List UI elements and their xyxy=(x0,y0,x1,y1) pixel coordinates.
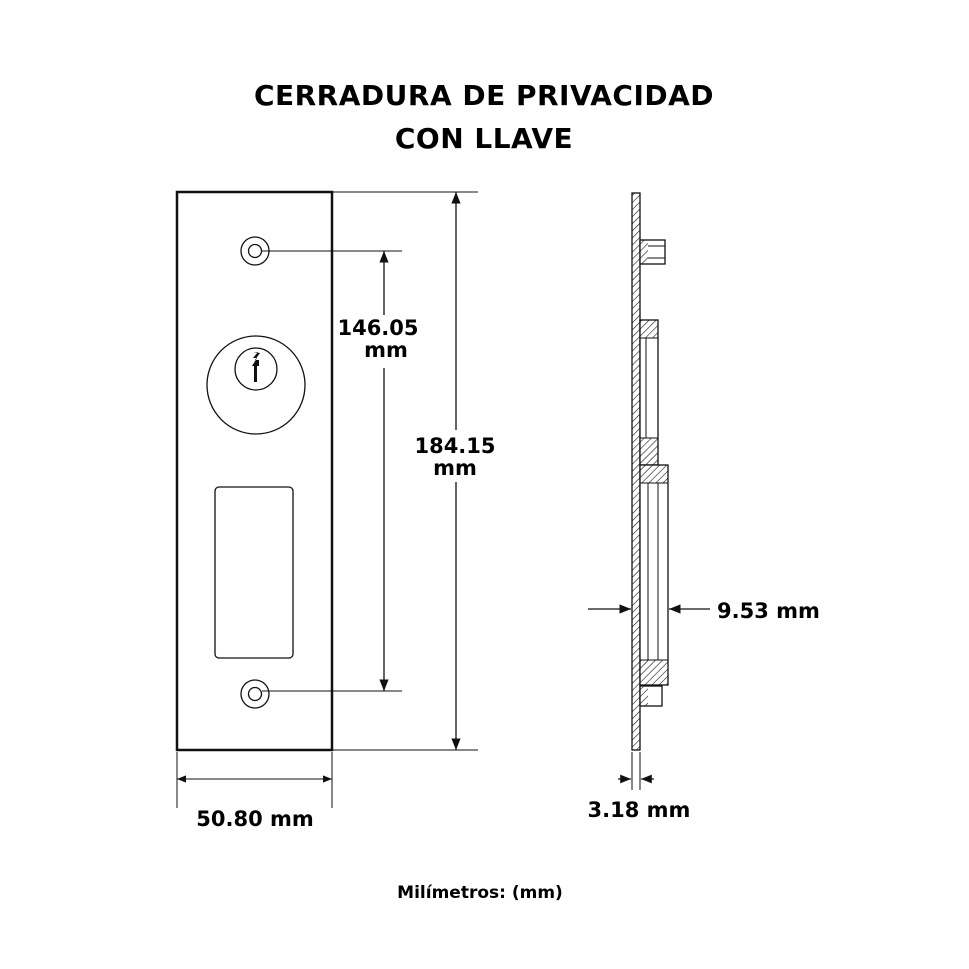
key-cylinder xyxy=(207,336,305,434)
bottom-screw-hole xyxy=(241,680,269,708)
dimension-plate-width xyxy=(177,779,332,831)
hole-spacing-value: 146.05 xyxy=(337,316,419,340)
plate-height-value: 184.15 xyxy=(414,434,496,458)
body-depth-label: 9.53 mm xyxy=(717,599,820,623)
title-line-2: CON LLAVE xyxy=(394,122,574,155)
dimension-plate-thickness xyxy=(588,752,691,822)
plate-width-label: 50.80 mm xyxy=(196,807,314,831)
hole-spacing-unit: mm xyxy=(364,338,408,362)
title-line-1: CERRADURA DE PRIVACIDAD xyxy=(253,79,715,112)
latch-window xyxy=(215,487,293,658)
dimension-body-depth xyxy=(588,599,820,623)
front-view xyxy=(177,192,332,750)
dimension-hole-spacing xyxy=(337,251,418,691)
plate-height-unit: mm xyxy=(433,456,477,480)
extension-lines xyxy=(177,192,478,808)
side-section-view xyxy=(632,193,668,750)
dimension-plate-height xyxy=(414,192,495,750)
units-footer: Milímetros: (mm) xyxy=(397,883,563,903)
side-face-plate xyxy=(632,193,640,750)
keyhole-icon xyxy=(252,352,260,382)
plate-thickness-label: 3.18 mm xyxy=(587,798,691,822)
face-plate xyxy=(177,192,332,750)
